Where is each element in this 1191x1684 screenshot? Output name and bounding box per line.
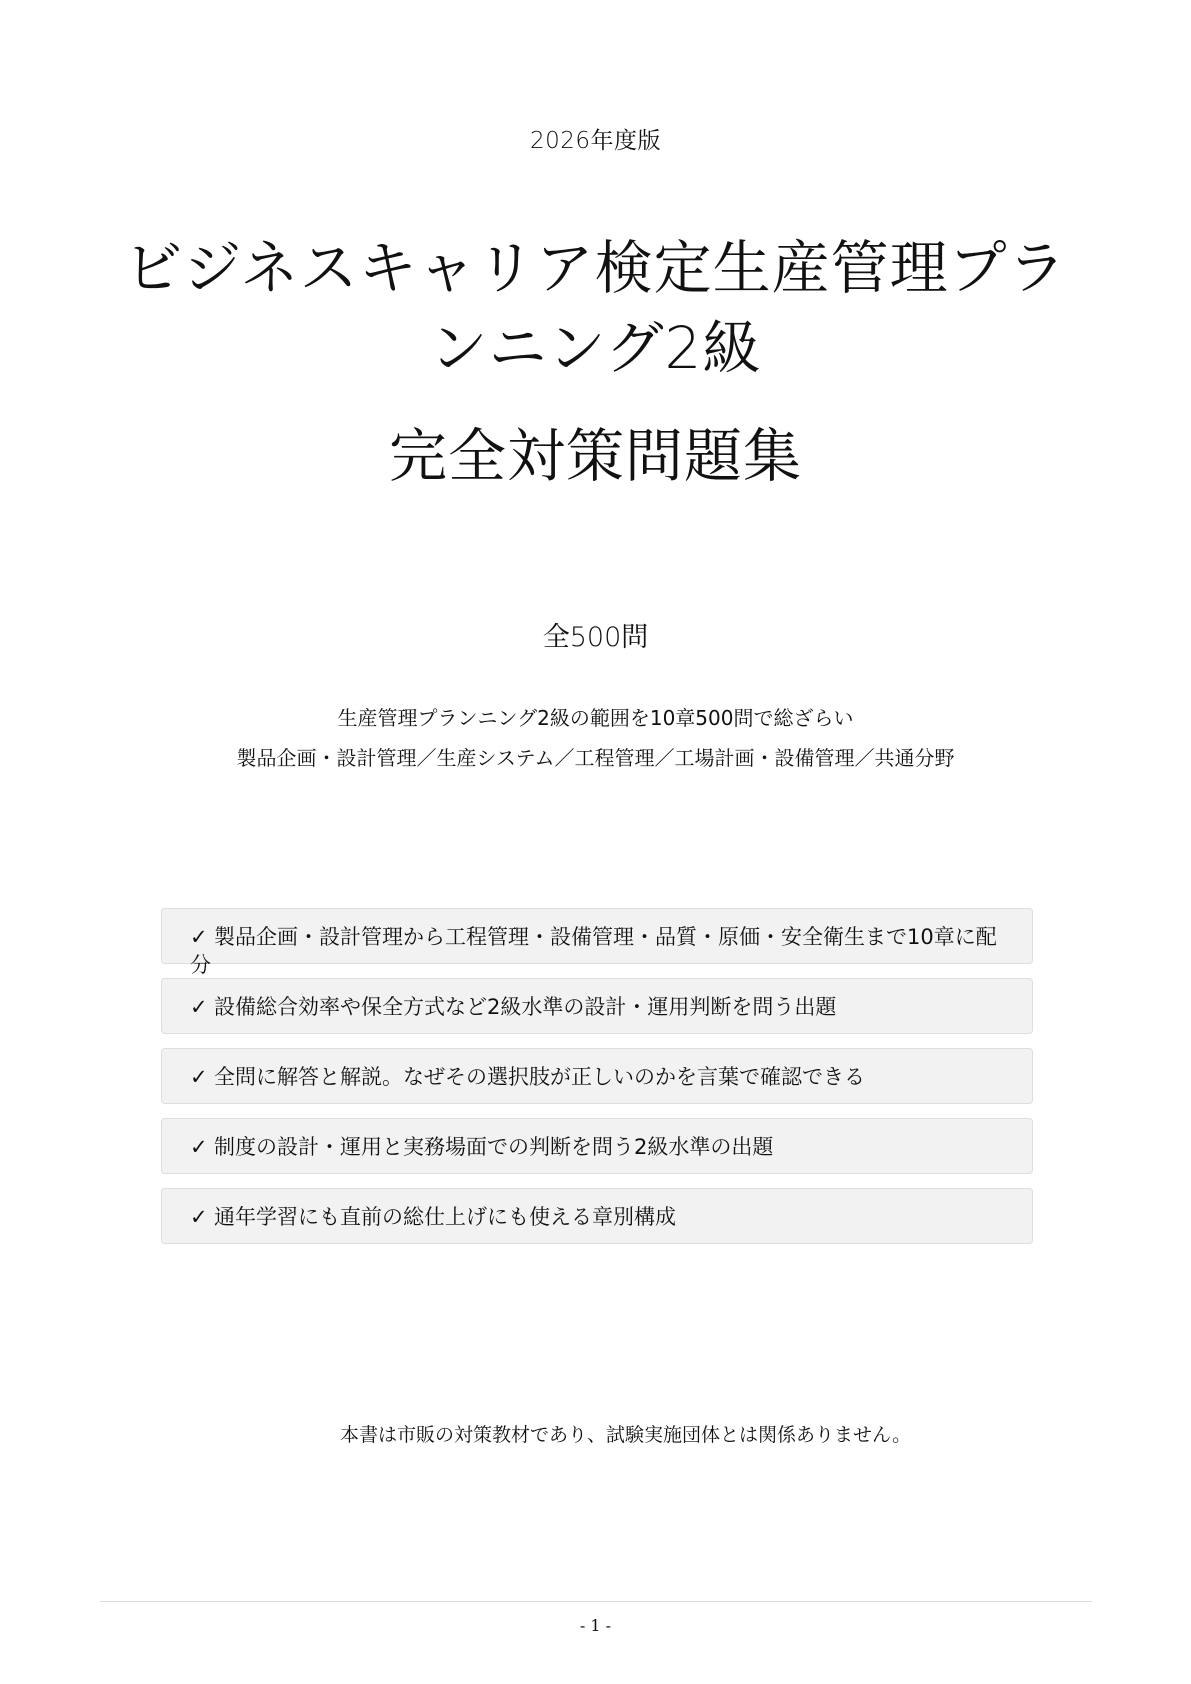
description-line-2: 製品企画・設計管理／生産システム／工程管理／工場計画・設備管理／共通分野	[236, 746, 955, 770]
feature-item	[161, 978, 1033, 1034]
question-count: 全500問	[542, 622, 649, 653]
check-icon: ✓	[190, 995, 208, 1019]
book-title: ビジネスキャリア検定生産管理プランニング2級	[124, 234, 1067, 382]
feature-text: 製品企画・設計管理から工程管理・設備管理・品質・原価・安全衛生まで10章に配分	[190, 925, 997, 977]
feature-item	[161, 1118, 1033, 1174]
feature-text: 通年学習にも直前の総仕上げにも使える章別構成	[214, 1205, 676, 1229]
feature-item	[161, 908, 1033, 977]
check-icon: ✓	[190, 1065, 208, 1089]
check-icon: ✓	[190, 1135, 208, 1159]
disclaimer: 本書は市販の対策教材であり、試験実施団体とは関係ありません。	[340, 1424, 912, 1446]
check-icon: ✓	[190, 1205, 208, 1229]
feature-list	[161, 908, 1033, 1258]
description-line-1: 生産管理プランニング2級の範囲を10章500問で総ざらい	[337, 706, 854, 730]
page-number: - 1 -	[579, 1616, 612, 1635]
footer-divider	[100, 1601, 1092, 1602]
edition-label: 2026年度版	[529, 128, 662, 154]
feature-item	[161, 1048, 1033, 1104]
book-subtitle: 完全対策問題集	[388, 422, 802, 490]
feature-text: 全問に解答と解説。なぜその選択肢が正しいのかを言葉で確認できる	[214, 1065, 865, 1089]
feature-text: 設備総合効率や保全方式など2級水準の設計・運用判断を問う出題	[214, 995, 837, 1019]
feature-text: 制度の設計・運用と実務場面での判断を問う2級水準の出題	[214, 1135, 774, 1159]
feature-item	[161, 1188, 1033, 1244]
check-icon: ✓	[190, 925, 208, 949]
